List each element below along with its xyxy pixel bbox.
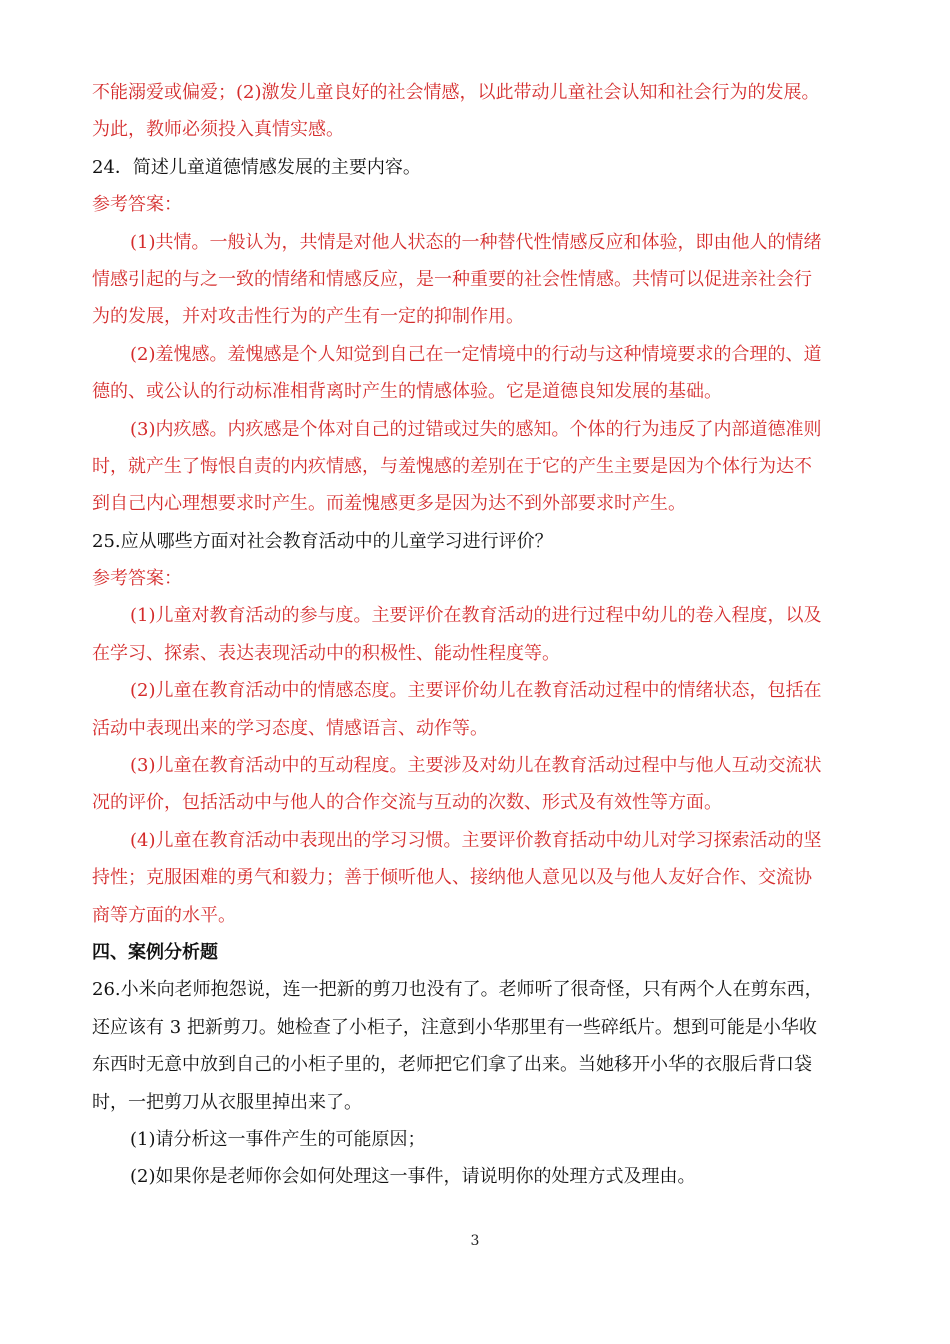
text-line: (2)羞愧感。羞愧感是个人知觉到自己在一定情境中的行动与这种情境要求的合理的、道 [130, 343, 822, 365]
text-line: 为的发展，并对攻击性行为的产生有一定的抑制作用。 [92, 306, 524, 328]
text-line: (3)内疚感。内疚感是个体对自己的过错或过失的感知。个体的行为违反了内部道德准则 [130, 418, 822, 440]
question-26: 26.小米向老师抱怨说，连一把新的剪刀也没有了。老师听了很奇怪，只有两个人在剪东西， [92, 979, 823, 1001]
sub-question: (2)如果你是老师你会如何处理这一事件，请说明你的处理方式及理由。 [130, 1166, 696, 1188]
text-line: 时，一把剪刀从衣服里掉出来了。 [92, 1091, 362, 1113]
text-line: 不能溺爱或偏爱；(2)激发儿童良好的社会情感，以此带动儿童社会认知和社会行为的发展。 [92, 82, 820, 103]
text-line: (3)儿童在教育活动中的互动程度。主要涉及对幼儿在教育活动过程中与他人互动交流状 [130, 755, 822, 777]
text-line: (1)共情。一般认为，共情是对他人状态的一种替代性情感反应和体验，即由他人的情绪 [130, 231, 822, 253]
text-line: 德的、或公认的行动标准相背离时产生的情感体验。它是道德良知发展的基础。 [92, 381, 722, 403]
text-line: 况的评价，包括活动中与他人的合作交流与互动的次数、形式及有效性等方面。 [92, 792, 722, 814]
text-line: 到自己内心理想要求时产生。而羞愧感更多是因为达不到外部要求时产生。 [92, 493, 686, 515]
text-line: 活动中表现出来的学习态度、情感语言、动作等。 [92, 717, 488, 739]
text-line: 情感引起的与之一致的情绪和情感反应，是一种重要的社会性情感。共情可以促进亲社会行 [92, 268, 812, 290]
sub-question: (1)请分析这一事件产生的可能原因； [130, 1128, 426, 1150]
text-line: (1)儿童对教育活动的参与度。主要评价在教育活动的进行过程中幼儿的卷入程度，以及 [130, 605, 822, 627]
text-line: 东西时无意中放到自己的小柜子里的，老师把它们拿了出来。当她移开小华的衣服后背口袋 [92, 1054, 812, 1076]
text-line: (4)儿童在教育活动中表现出的学习习惯。主要评价教育括动中幼儿对学习探索活动的坚 [130, 829, 822, 851]
question-25: 25.应从哪些方面对社会教育活动中的儿童学习进行评价？ [92, 530, 553, 552]
answer-label: 参考答案： [92, 568, 182, 590]
text-line: 时，就产生了悔恨自责的内疚情感，与羞愧感的差别在于它的产生主要是因为个体行为达不 [92, 455, 812, 477]
page-number: 3 [470, 1233, 480, 1249]
answer-label: 参考答案： [92, 194, 182, 216]
text-line: 在学习、探索、表达表现活动中的积极性、能动性程度等。 [92, 642, 560, 664]
text-line: 为此，教师必须投入真情实感。 [92, 119, 344, 141]
text-line: 还应该有 3 把新剪刀。她检查了小柜子，注意到小华那里有一些碎纸片。想到可能是小华收 [92, 1016, 817, 1038]
text-line: (2)儿童在教育活动中的情感态度。主要评价幼儿在教育活动过程中的情绪状态，包括在 [130, 680, 822, 702]
document-body [92, 74, 864, 1196]
section-heading: 四、案例分析题 [92, 941, 218, 963]
text-line: 持性；克服困难的勇气和毅力；善于倾听他人、接纳他人意见以及与他人友好合作、交流协 [92, 867, 812, 889]
text-line: 商等方面的水平。 [92, 904, 236, 926]
question-24: 24．简述儿童道德情感发展的主要内容。 [92, 156, 421, 178]
